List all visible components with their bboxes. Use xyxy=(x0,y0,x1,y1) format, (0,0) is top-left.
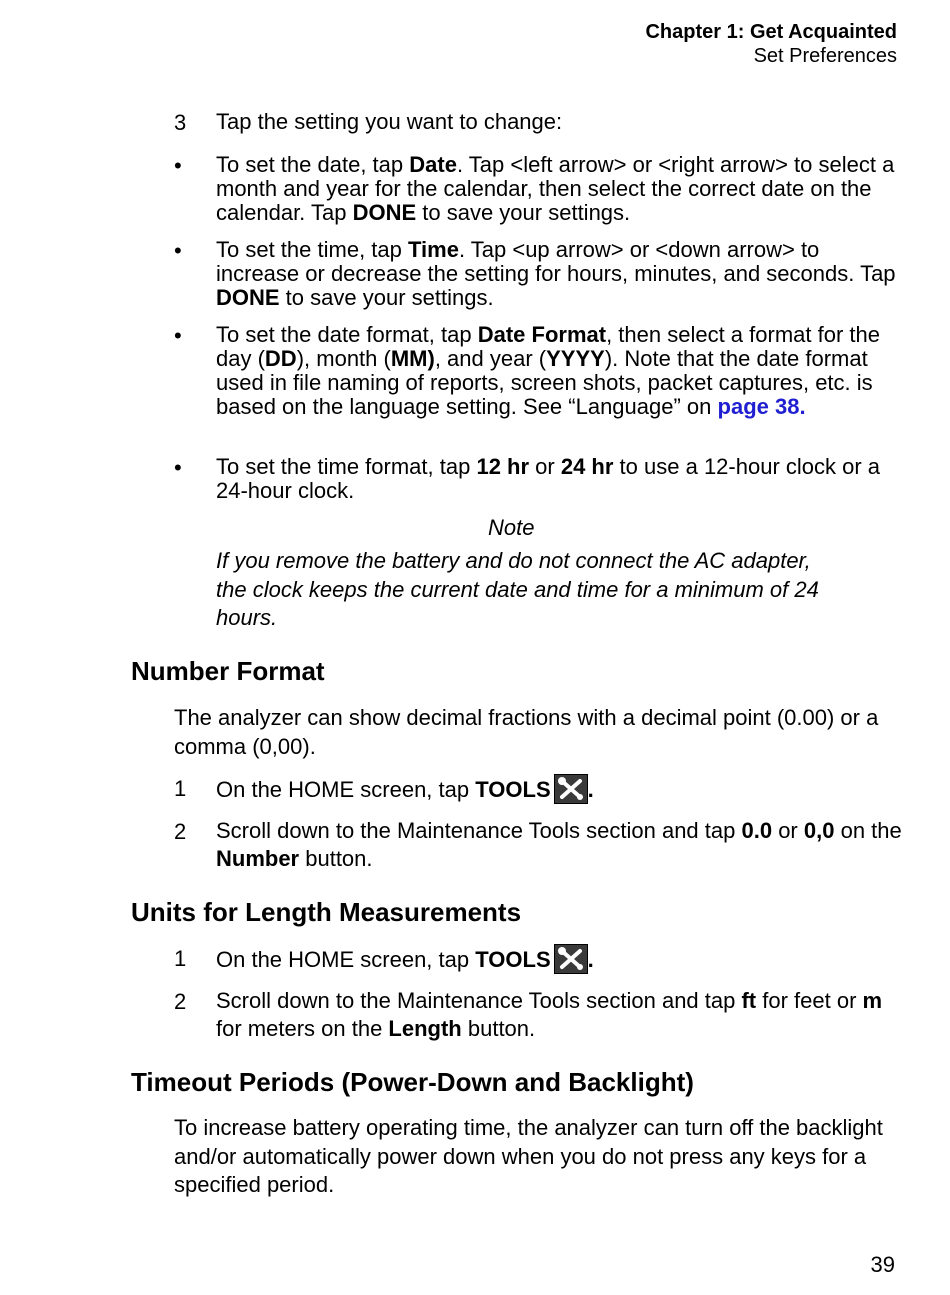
tools-icon xyxy=(554,774,588,804)
bullet-date-format: To set the date format, tap Date Format, then select a format for the day (DD), month (MM), and year (YYYY). Note that the date format used in file naming of reports, screen shots, packet captures, etc. is based on the language setting. See “Language” on page 38. xyxy=(216,322,880,419)
step-length-button: Scroll down to the Maintenance Tools section and tap ft for feet or m for meters on the Length button. xyxy=(216,988,883,1041)
step-tap-tools: On the HOME screen, tap TOOLS . xyxy=(216,774,906,804)
bullet-time-format: To set the time format, tap 12 hr or 24 hr to use a 12-hour clock or a 24-hour clock. xyxy=(216,454,881,503)
bullet-marker: • xyxy=(174,153,182,178)
heading-number-format: Number Format xyxy=(131,656,325,686)
number-format-paragraph: The analyzer can show decimal fractions with a decimal point (0.00) or a comma (0,00). xyxy=(174,705,879,759)
bullet-marker: • xyxy=(174,238,182,263)
timeout-paragraph: To increase battery operating time, the analyzer can turn off the backlight and/or automatically power down when you do not press any keys for a specified period. xyxy=(174,1115,883,1197)
chapter-title: Chapter 1: Get Acquainted xyxy=(645,21,897,43)
heading-timeout-periods: Timeout Periods (Power-Down and Backlight) xyxy=(131,1067,694,1097)
bullet-marker: • xyxy=(174,455,182,480)
step-text: Tap the setting you want to change: xyxy=(216,109,563,134)
page-number: 39 xyxy=(870,1252,895,1277)
running-header xyxy=(645,20,897,68)
tools-icon xyxy=(554,944,588,974)
step-number: 2 xyxy=(174,989,187,1014)
step-tap-tools: On the HOME screen, tap TOOLS . xyxy=(216,944,906,974)
bullet-marker: • xyxy=(174,323,182,348)
page-38-link[interactable]: page 38. xyxy=(717,394,806,419)
note-text: If you remove the battery and do not connect the AC adapter, the clock keeps the current date and time for a minimum of 24 hours. xyxy=(216,548,819,630)
step-number: 1 xyxy=(174,946,187,971)
bullet-date: To set the date, tap Date. Tap <left arrow> or <right arrow> to select a month and year for the calendar, then select the correct date on the calendar. Tap DONE to save your settings. xyxy=(216,152,895,225)
step-number-button: Scroll down to the Maintenance Tools section and tap 0.0 or 0,0 on the Number button. xyxy=(216,818,902,871)
step-number: 3 xyxy=(174,110,187,135)
note-title: Note xyxy=(488,515,535,540)
section-title: Set Preferences xyxy=(753,45,897,67)
step-number: 2 xyxy=(174,819,187,844)
step-number: 1 xyxy=(174,776,187,801)
bullet-time: To set the time, tap Time. Tap <up arrow> or <down arrow> to increase or decrease the setting for hours, minutes, and seconds. Tap DONE to save your settings. xyxy=(216,237,896,310)
heading-units-length: Units for Length Measurements xyxy=(131,897,522,927)
